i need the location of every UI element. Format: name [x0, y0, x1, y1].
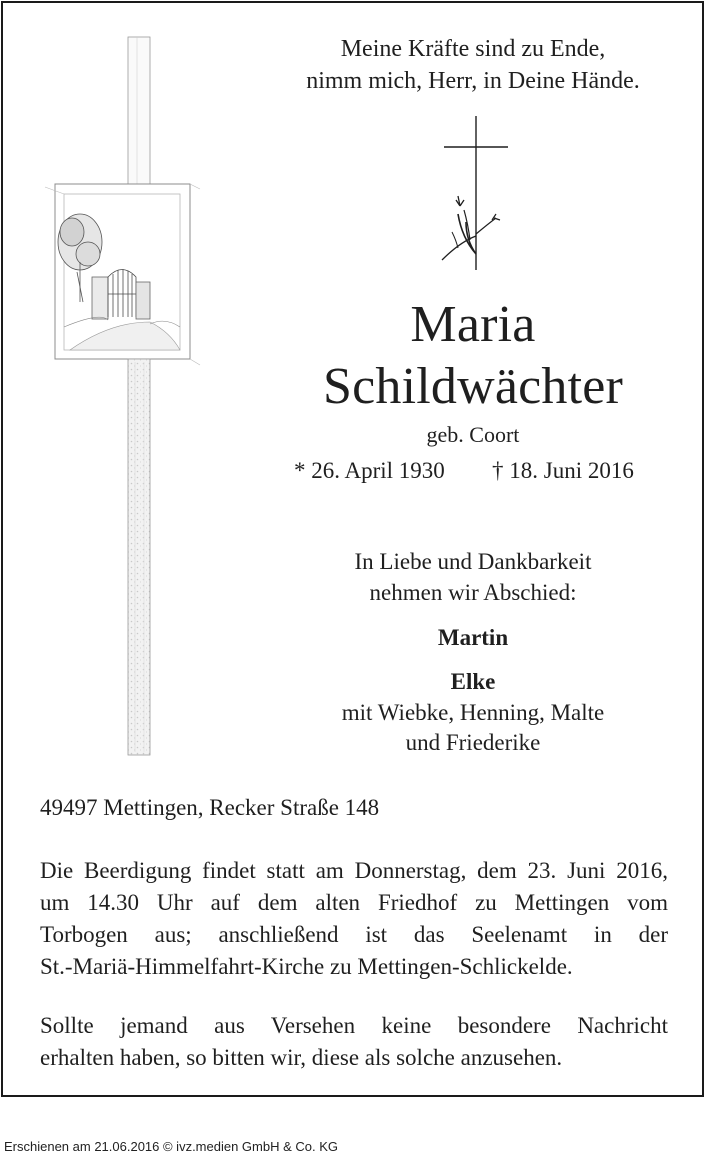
- funeral-details: [40, 855, 668, 983]
- funeral-line-4: St.-Mariä-Himmelfahrt-Kirche zu Mettingen-Schlickelde.: [40, 954, 573, 979]
- death-date: † 18. Juni 2016: [492, 458, 634, 483]
- notice-line-1: Sollte jemand aus Versehen keine besondere Nachricht: [40, 1013, 668, 1038]
- motto: [283, 33, 663, 97]
- birth-name: geb. Coort: [426, 422, 520, 447]
- farewell-line-2: nehmen wir Abschied:: [369, 580, 577, 605]
- mourner-martin: Martin: [437, 625, 509, 650]
- deceased-name: [283, 294, 663, 418]
- notice-line-2: erhalten haben, so bitten wir, diese als solche anzusehen.: [40, 1045, 563, 1070]
- children-line-2: und Friederike: [405, 730, 541, 755]
- deceased-last-name: Schildwächter: [322, 358, 624, 415]
- funeral-line-2: um 14.30 Uhr auf dem alten Friedhof zu Mettingen vom: [40, 890, 668, 915]
- cross-with-flower-icon: [430, 114, 520, 274]
- deceased-first-name: Maria: [410, 296, 536, 353]
- children-line-1: mit Wiebke, Henning, Malte: [341, 700, 605, 725]
- mourner-elke: Elke: [450, 669, 496, 694]
- notice-paragraph: [40, 1010, 668, 1074]
- publication-footer: Erschienen am 21.06.2016 © ivz.medien GmbH & Co. KG: [4, 1139, 339, 1154]
- motto-line-2: nimm mich, Herr, in Deine Hände.: [306, 68, 640, 94]
- funeral-line-1: Die Beerdigung findet statt am Donnerstag, dem 23. Juni 2016,: [40, 858, 668, 883]
- garden-gate-cross-illustration: [40, 32, 210, 762]
- motto-line-1: Meine Kräfte sind zu Ende,: [340, 36, 606, 62]
- mourner-children: [283, 698, 663, 758]
- birth-date: * 26. April 1930: [294, 458, 445, 483]
- funeral-line-3: Torbogen aus; anschließend ist das Seelenamt in der: [40, 922, 668, 947]
- farewell-text: [283, 546, 663, 608]
- farewell-line-1: In Liebe und Dankbarkeit: [354, 549, 592, 574]
- family-address: 49497 Mettingen, Recker Straße 148: [40, 795, 380, 820]
